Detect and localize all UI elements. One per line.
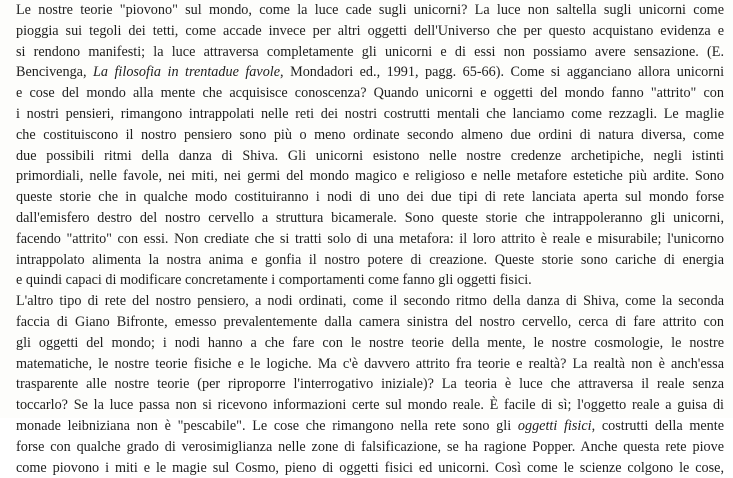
text-span: trasparente alle nostre teorie (per riproporre l'interrogativo iniziale)? La teoria è luce che attraversa il reale senza xyxy=(16,376,724,393)
text-line xyxy=(16,104,724,125)
italic-text: oggetti fisici xyxy=(517,417,592,434)
text-line xyxy=(16,42,724,63)
text-span: e quindi capaci di modificare concretamente i comportamenti come fanno gli oggetti fisici. xyxy=(16,272,532,289)
text-span: toccarlo? Se la luce passa non si ricevono informazioni certe sul mondo reale. È facile di sì; l'oggetto reale a guisa di xyxy=(16,397,724,414)
text-line xyxy=(16,208,724,229)
text-span: , Mondadori ed., 1991, pagg. 65-66). Come si agganciano allora unicorni xyxy=(280,64,725,81)
text-span: queste storie che in qualche modo costituiranno i nodi di uno dei due tipi di rete lanciata aperta sul mondo forse xyxy=(16,189,724,206)
text-span: monade leibniziana non è "pescabile". Le cose che rimangono nella rete sono gli xyxy=(16,417,518,434)
text-line xyxy=(16,83,724,104)
text-span: Le nostre teorie "piovono" sul mondo, come la luce cade sugli unicorni? La luce non saltella sugli unicorni come xyxy=(16,2,724,18)
text-span: forse con qualche grado di verosimiglianza nelle zone di falsificazione, se ha ragione Popper. Anche questa rete piove xyxy=(16,438,724,455)
text-span: come piovono i miti e le magie sul Cosmo, pieno di oggetti fisici ed unicorni. Così come le scienze colgono le cose, xyxy=(16,459,724,476)
text-line xyxy=(16,354,724,375)
text-line xyxy=(16,229,724,250)
text-span: facendo "attrito" con essi. Non crediate che si tratti solo di una metafora: il loro attrito è reale e misurabile; l'unicorno xyxy=(16,230,724,247)
text-span: si rendono manifesti; la luce attraversa completamente gli unicorni e di essi non possiamo avere sensazione. (E. xyxy=(16,43,724,60)
text-line xyxy=(16,125,724,146)
text-line xyxy=(16,416,724,437)
text-span: gli oggetti del mondo; i nodi hanno a che fare con le nostre teorie della mente, le nostre cosmologie, le nostre xyxy=(16,334,724,351)
body-text xyxy=(16,0,724,478)
text-line xyxy=(16,333,724,354)
text-span: L'altro tipo di rete del nostro pensiero, a nodi ordinati, come il secondo ritmo della danza di Shiva, come la seconda xyxy=(16,293,724,310)
text-span: dall'emisfero destro del nostro cervello a struttura bicamerale. Sono queste storie che intrappoleranno gli unicorni, xyxy=(16,209,724,226)
text-span: due possibili ritmi della danza di Shiva. Gli unicorni esistono nelle nostre credenze archetipiche, negli istinti xyxy=(16,147,724,164)
text-span: e cose del mondo alla mente che acquisisce conoscenza? Quando unicorni e oggetti del mondo fanno "attrito" con xyxy=(16,85,724,102)
text-span: , costrutti della mente xyxy=(591,417,725,434)
text-span: faccia di Giano Bifronte, emesso prevalentemente dalla camera sinistra del nostro cervello, cerca di fare attrito con xyxy=(16,313,724,330)
text-line xyxy=(16,395,724,416)
text-line xyxy=(16,458,724,478)
text-span: Bencivenga, xyxy=(16,64,94,81)
text-line xyxy=(16,250,724,271)
text-span: pioggia sui tegoli dei tetti, come accade invece per altri oggetti dell'Universo che per questo acquistano evidenza e xyxy=(16,22,724,39)
text-line xyxy=(16,374,724,395)
text-line xyxy=(16,291,724,312)
text-line xyxy=(16,21,724,42)
text-line xyxy=(16,62,724,83)
text-span: matematiche, le nostre teorie fisiche e le logiche. Ma c'è davvero attrito fra teorie e realtà? La realtà non è anch'essa xyxy=(16,355,724,372)
text-span: i nostri pensieri, rimangono intrappolati nelle reti dei nostri costrutti mentali che lanciamo come rezzagli. Le maglie xyxy=(16,105,724,122)
text-span: primordiali, nelle favole, nei miti, nei germi del mondo magico e religioso e nelle metafore estetiche più ardite. Sono xyxy=(16,168,724,185)
text-line xyxy=(16,270,724,291)
text-line xyxy=(16,0,724,21)
text-line xyxy=(16,437,724,458)
text-line xyxy=(16,166,724,187)
text-span: che costituiscono il nostro pensiero sono più o meno ordinate secondo almeno due ordini di natura diversa, come xyxy=(16,126,724,143)
text-line xyxy=(16,146,724,167)
text-line xyxy=(16,187,724,208)
text-line xyxy=(16,312,724,333)
italic-text: La filosofia in trentadue favole xyxy=(93,64,281,81)
text-span: intrappolato alimenta la nostra anima e gonfia il nostro potere di creazione. Queste storie sono cariche di energia xyxy=(16,251,724,268)
